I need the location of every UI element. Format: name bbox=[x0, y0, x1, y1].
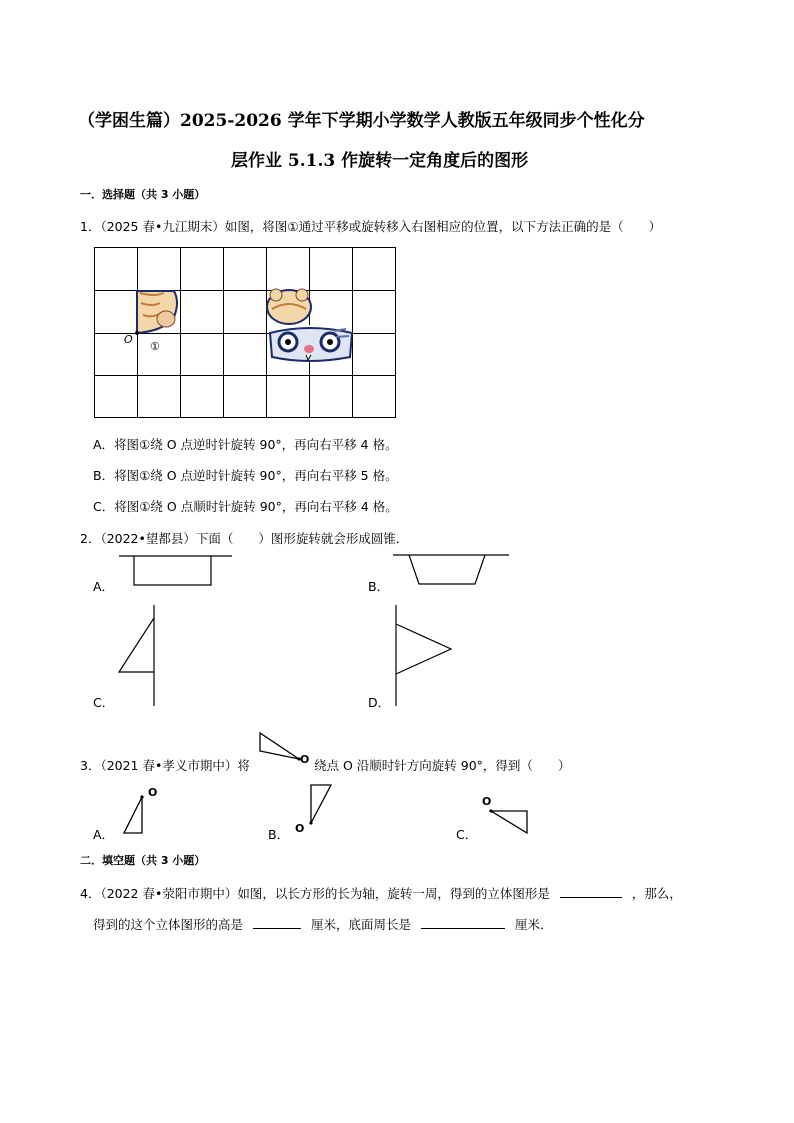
question-3-option-b-figure[interactable] bbox=[303, 783, 335, 827]
question-3-option-a-label[interactable]: A． bbox=[93, 827, 115, 842]
question-2-option-a-label[interactable]: A． bbox=[93, 579, 115, 594]
question-4-line2 bbox=[93, 915, 552, 933]
question-3-option-c-figure[interactable] bbox=[487, 805, 533, 837]
question-3-option-a-o-label: O bbox=[148, 786, 158, 799]
question-3-option-c-o-label: O bbox=[482, 795, 492, 808]
question-1-option-c[interactable]: C．将图①绕 O 点顺时针旋转 90°，再向右平移 4 格。 bbox=[93, 499, 398, 514]
question-3-stem-pre: 3．（2021 春•孝义市期中）将 bbox=[80, 758, 250, 773]
question-2-stem: 2．（2022•望都县）下面（ ）图形旋转就会形成圆锥． bbox=[80, 531, 409, 546]
question-2-option-c-label[interactable]: C． bbox=[93, 695, 115, 710]
shape-one-label: ① bbox=[150, 340, 160, 353]
question-4-stem-part4: 厘米，底面周长是 bbox=[310, 917, 411, 932]
question-2-option-c-figure[interactable] bbox=[117, 604, 159, 707]
question-2-option-b-figure[interactable] bbox=[393, 553, 511, 589]
page-title-line2: 层作业 5.1.3 作旋转一定角度后的图形 bbox=[231, 151, 529, 171]
question-1-grid-figure bbox=[94, 247, 398, 419]
question-4-stem-part3: 得到的这个立体图形的高是 bbox=[93, 917, 244, 932]
question-3-option-b-o-label: O bbox=[295, 822, 305, 835]
question-1-stem: 1．（2025 春•九江期末）如图，将图①通过平移或旋转移入右图相应的位置，以下方法正确的是（ ） bbox=[80, 219, 662, 234]
question-2-option-a-figure[interactable] bbox=[119, 554, 234, 588]
question-3-option-b-label[interactable]: B． bbox=[268, 827, 290, 842]
question-2-option-d-label[interactable]: D． bbox=[368, 695, 391, 710]
point-o-label: O bbox=[124, 333, 133, 346]
question-2-option-d-figure[interactable] bbox=[394, 604, 454, 707]
section-heading-fill: 二．填空题（共 3 小题） bbox=[80, 854, 206, 867]
question-2-option-b-label[interactable]: B． bbox=[368, 579, 390, 594]
question-3-source-o-label: O bbox=[300, 753, 310, 766]
question-4-stem-part5: 厘米． bbox=[514, 917, 553, 932]
question-3-option-c-label[interactable]: C． bbox=[456, 827, 478, 842]
section-heading-choice: 一．选择题（共 3 小题） bbox=[80, 188, 206, 201]
question-4-blank-height[interactable] bbox=[253, 916, 301, 929]
question-3-stem-post: 绕点 O 沿顺时针方向旋转 90°，得到（ ） bbox=[314, 758, 571, 773]
page-title-line1: （学困生篇）2025-2026 学年下学期小学数学人教版五年级同步个性化分 bbox=[78, 111, 645, 131]
target-creature-image bbox=[267, 289, 352, 361]
question-4-stem-part1: 4．（2022 春•荥阳市期中）如图，以长方形的长为轴，旋转一周，得到的立体图形是 bbox=[80, 886, 550, 901]
question-4-blank-shape[interactable] bbox=[560, 885, 622, 898]
question-4-line1 bbox=[80, 884, 682, 902]
question-1-option-a[interactable]: A．将图①绕 O 点逆时针旋转 90°，再向右平移 4 格。 bbox=[93, 437, 398, 452]
question-4-blank-perimeter[interactable] bbox=[421, 916, 505, 929]
question-1-option-b[interactable]: B．将图①绕 O 点逆时针旋转 90°，再向右平移 5 格。 bbox=[93, 468, 398, 483]
question-4-stem-part2: ，那么， bbox=[631, 886, 682, 901]
shape-one-piece bbox=[137, 291, 177, 333]
